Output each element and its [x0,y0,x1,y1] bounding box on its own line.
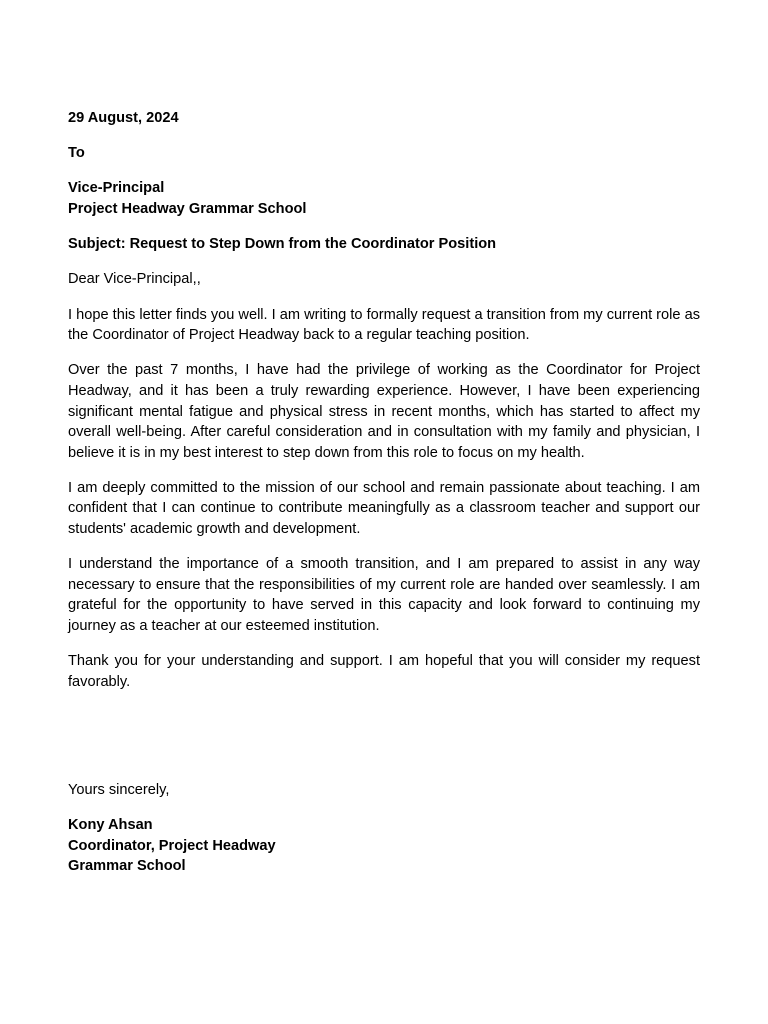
closing-spacer [68,707,700,780]
letter-page [68,108,700,877]
signature-title-line-2: Grammar School [68,858,186,875]
to-label: To [68,145,85,162]
recipient-title: Vice-Principal [68,180,165,197]
body-paragraph-4: I understand the importance of a smooth transition, and I am prepared to assist in any way necessary to ensure that the responsibilities of my current role are handed over seamlessly. I am grateful for the opportunity to have served in this capacity and look forward to continuing my journey as a teacher at our esteemed institution. [68,556,700,635]
body-paragraph-3: I am deeply committed to the mission of our school and remain passionate about teaching. I am confident that I can continue to contribute meaningfully as a classroom teacher and support our students' academic growth and development. [68,479,700,538]
body-paragraph-2: Over the past 7 months, I have had the privilege of working as the Coordinator for Project Headway, and it has been a truly rewarding experience. However, I have been experiencing significant mental fatigue and physical stress in recent months, which has started to affect my overall well-being. After careful consideration and in consultation with my family and physician, I believe it is in my best interest to step down from this role to focus on my health. [68,362,700,461]
signature-title-line-1: Coordinator, Project Headway [68,837,276,854]
recipient-block [68,178,700,219]
signature-block [68,815,700,877]
closing-phrase: Yours sincerely, [68,782,170,798]
letter-date: 29 August, 2024 [68,110,179,126]
letter-subject: Subject: Request to Step Down from the Coordinator Position [68,236,497,253]
recipient-organization: Project Headway Grammar School [68,200,307,217]
body-paragraph-5: Thank you for your understanding and support. I am hopeful that you will consider my request favorably. [68,653,700,690]
body-paragraph-1: I hope this letter finds you well. I am writing to formally request a transition from my current role as the Coordinator of Project Headway back to a regular teaching position. [68,306,700,344]
salutation: Dear Vice-Principal,, [68,271,201,288]
signature-name: Kony Ahsan [68,817,153,834]
